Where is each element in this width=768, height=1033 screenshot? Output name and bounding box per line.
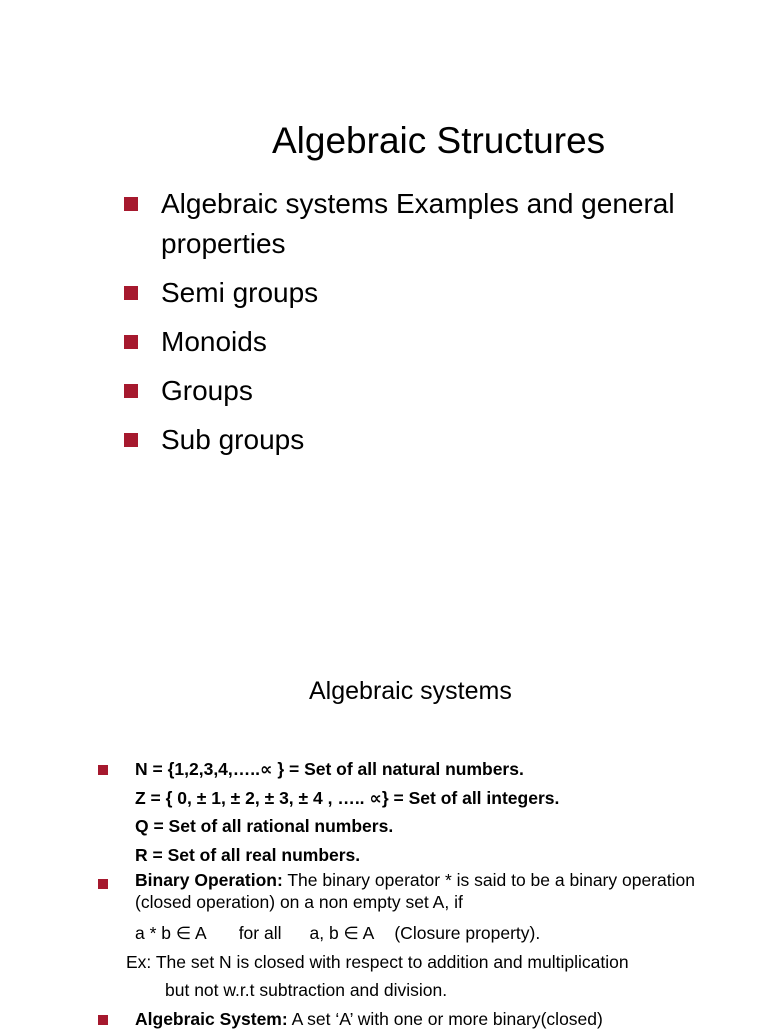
list-item bbox=[124, 322, 754, 362]
list-item-label: Algebraic systems Examples and general properties bbox=[161, 188, 675, 259]
integers-line: Z = { 0, ± 1, ± 2, ± 3, ± 4 , ….. ∝} = Set of all integers. bbox=[135, 784, 718, 813]
closure-property: (Closure property). bbox=[394, 923, 540, 943]
list-item bbox=[124, 371, 754, 411]
binary-operation-text: The binary operator * is said to be a binary operation (closed operation) on a non empty set A, if bbox=[135, 870, 695, 912]
rationals-line: Q = Set of all rational numbers. bbox=[135, 812, 718, 841]
square-bullet-icon bbox=[124, 197, 138, 211]
closure-expression: a * b ∈ A bbox=[135, 923, 207, 943]
natural-numbers-line: N = {1,2,3,4,…..∝ } = Set of all natural numbers. bbox=[135, 755, 718, 784]
algebraic-system-text: A set ‘A’ with one or more binary(closed) bbox=[288, 1009, 603, 1029]
list-item bbox=[124, 184, 754, 264]
list-item-label: Semi groups bbox=[161, 277, 318, 308]
list-item bbox=[124, 420, 754, 460]
list-item-number-sets bbox=[98, 755, 718, 869]
list-item-label: Groups bbox=[161, 375, 253, 406]
example-line-continued: but not w.r.t subtraction and division. bbox=[165, 976, 718, 1005]
list-item-label: Monoids bbox=[161, 326, 267, 357]
square-bullet-icon bbox=[98, 1015, 108, 1025]
square-bullet-icon bbox=[98, 765, 108, 775]
algebraic-system-label: Algebraic System: bbox=[135, 1009, 288, 1029]
closure-vars: a, b ∈ A bbox=[309, 923, 374, 943]
slide-title: Algebraic Structures bbox=[272, 120, 605, 162]
list-item bbox=[124, 273, 754, 313]
square-bullet-icon bbox=[124, 286, 138, 300]
reals-line: R = Set of all real numbers. bbox=[135, 841, 718, 870]
list-item-binary-operation bbox=[98, 869, 718, 1005]
definition-list bbox=[98, 755, 718, 1033]
list-item-algebraic-system bbox=[98, 1005, 718, 1033]
square-bullet-icon bbox=[98, 879, 108, 889]
binary-operation-definition bbox=[135, 869, 718, 913]
square-bullet-icon bbox=[124, 433, 138, 447]
topic-list bbox=[124, 184, 754, 469]
binary-operation-label: Binary Operation: bbox=[135, 870, 283, 890]
square-bullet-icon bbox=[124, 335, 138, 349]
algebraic-system-definition bbox=[135, 1005, 718, 1033]
slide-title: Algebraic systems bbox=[309, 677, 512, 706]
slide-algebraic-systems bbox=[0, 600, 768, 1024]
closure-line bbox=[135, 919, 718, 948]
example-line: Ex: The set N is closed with respect to addition and multiplication bbox=[126, 948, 718, 977]
square-bullet-icon bbox=[124, 384, 138, 398]
list-item-label: Sub groups bbox=[161, 424, 304, 455]
for-all-text: for all bbox=[239, 923, 282, 943]
